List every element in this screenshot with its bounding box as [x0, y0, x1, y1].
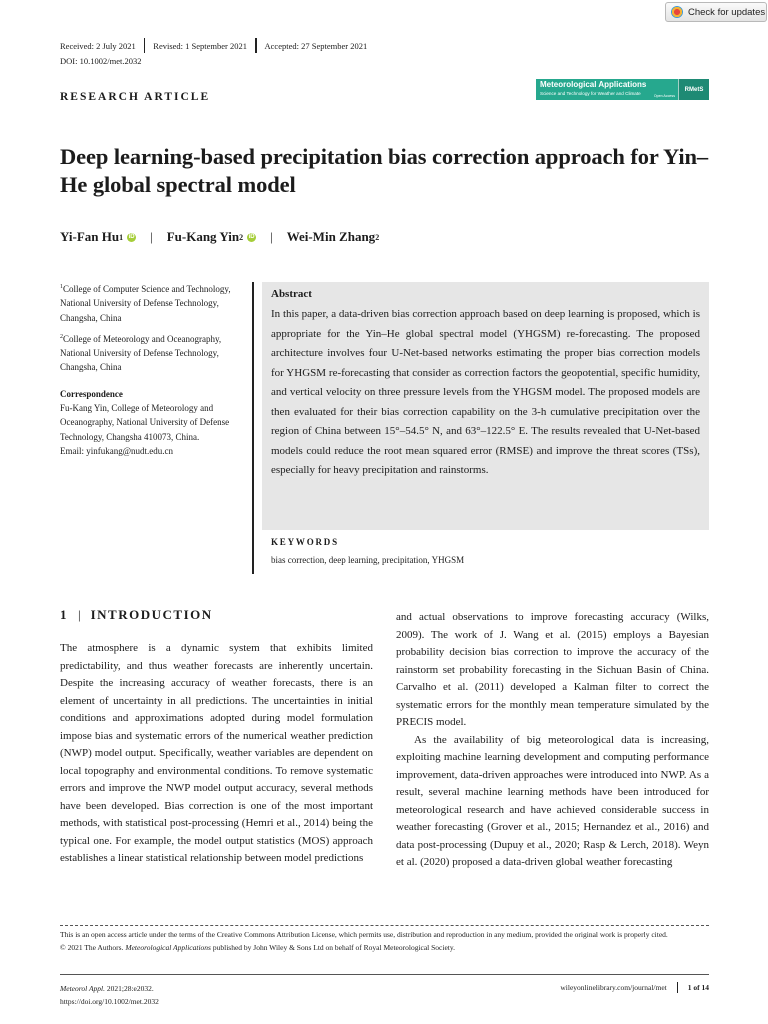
body-column-left [60, 640, 373, 868]
divider [144, 38, 146, 53]
author-list [60, 229, 379, 245]
author-separator: | [270, 229, 273, 244]
section-heading [60, 607, 213, 623]
journal-site-link[interactable]: wileyonlinelibrary.com/journal/met [560, 983, 667, 992]
affiliation-text: College of Computer Science and Technology, National University of Defense Technology, Changsha, China [60, 284, 231, 323]
section-number: 1 [60, 607, 68, 622]
doi-link[interactable]: https://doi.org/10.1002/met.2032 [60, 997, 159, 1006]
affiliation [60, 280, 245, 325]
license-notice [60, 929, 709, 954]
author-separator: | [150, 229, 153, 244]
affiliation-number: 2 [60, 333, 63, 340]
body-column-right [396, 609, 709, 872]
footnote-divider [60, 925, 709, 926]
divider [255, 38, 257, 53]
footer-right [470, 982, 709, 993]
abstract-rule [252, 282, 254, 574]
license-text: This is an open access article under the terms of the Creative Commons Attribution License, which permits use, distribution and reproduction in any medium, provided the original work is properly cited. [60, 930, 668, 939]
correspondence-text: Fu-Kang Yin, College of Meteorology and Oceanography, National University of Defense Technology, Changsha 410073, China. [60, 403, 230, 442]
affiliation-number: 1 [60, 284, 63, 290]
citation: 2021;28:e2032. [105, 984, 154, 993]
check-for-updates-button[interactable] [665, 2, 767, 22]
footer-rule [60, 974, 709, 975]
keywords-text: bias correction, deep learning, precipitation, YHGSM [271, 555, 465, 565]
orcid-icon[interactable]: iD [248, 233, 255, 240]
copyright-text: © 2021 The Authors. Meteorological Applications published by John Wiley & Sons Ltd on behalf of Royal Meteorological Society. [60, 942, 456, 952]
page-number: 1 of 14 [687, 983, 709, 992]
publication-dates [60, 38, 367, 53]
author-affiliation-number: 2 [239, 232, 244, 242]
article-type: RESEARCH ARTICLE [60, 91, 211, 103]
abstract-heading: Abstract [271, 288, 312, 300]
journal-logo-subtitle: Science and Technology for Weather and Climate [540, 91, 641, 96]
author-name[interactable]: Yi-Fan Hu [60, 229, 120, 244]
body-paragraph: The atmosphere is a dynamic system that exhibits limited predictability, and thus weather forecasts are inherently uncertain. Despite the increasing accuracy of weather forecasts, there is an element of uncertainty in all predictions. The uncertainties in initial conditions and approximations adopted during model formulation impose bias and systematic errors of the numerical weather prediction (NWP) model output. Specifically, weather variables are dependent on local topography and environmental conditions. To remove systematic errors and improve the NWP model output accuracy, several methods have been developed. Bias correction is one of the most important methods, with statistical post-processing (Hemri et al., 2014) being the typical one. For example, the model output statistics (MOS) approach establishes a linear statistical relationship between model predictions [60, 642, 373, 864]
check-for-updates-label: Check for updates [688, 6, 766, 18]
open-access-label: Open Access [653, 94, 675, 98]
crossmark-icon [671, 6, 683, 18]
author-name[interactable]: Fu-Kang Yin [166, 229, 240, 244]
body-paragraph: and actual observations to improve forecasting accuracy (Wilks, 2009). The work of J. Wang et al. (2015) employs a Bayesian probability decision bias correction to improve the accuracy of the rainstorm set probability forecasting in the Sichuan Basin of China. Carvalho et al. (2011) developed a Kalman filter to correct the systematic errors for the monthly mean temperature simulated by the PRECIS model. [396, 611, 709, 728]
affiliation-text: College of Meteorology and Oceanography, National University of Defense Technology, Changsha, China [60, 333, 222, 373]
section-divider: | [78, 607, 81, 622]
correspondence-email[interactable]: Email: yinfukang@nudt.edu.cn [60, 445, 174, 456]
journal-logo-title: Meteorological Applications [540, 80, 647, 89]
accepted-date: Accepted: 27 September 2021 [264, 40, 368, 51]
article-title: Deep learning-based precipitation bias correction approach for Yin–He global spectral model [60, 144, 709, 197]
divider [677, 982, 678, 993]
society-logo: RMetS [678, 79, 709, 100]
author-affiliation-number: 2 [375, 232, 380, 242]
received-date: Received: 2 July 2021 [60, 40, 136, 51]
revised-date: Revised: 1 September 2021 [153, 40, 248, 51]
orcid-icon[interactable]: iD [128, 233, 135, 240]
author-affiliation-number: 1 [119, 232, 124, 242]
keywords-heading: KEYWORDS [271, 537, 339, 547]
body-paragraph: As the availability of big meteorological data is increasing, exploiting machine learning development and computing performance improvement, data-driven approaches were introduced into NWP. As a result, several machine learning methods have been introduced for meteorological research and have achieved considerable success in weather forecasting (Grover et al., 2015; Hernandez et al., 2016) and data post-processing (Dupuy et al., 2020; Rasp & Lerch, 2018). Weyn et al. (2020) proposed a data-driven global weather forecasting [396, 733, 709, 868]
affiliations [60, 280, 245, 458]
affiliation [60, 330, 245, 375]
journal-abbrev: Meteorol Appl. [60, 984, 105, 993]
footer-citation [60, 982, 159, 1008]
author-name[interactable]: Wei-Min Zhang [286, 229, 376, 244]
section-title: INTRODUCTION [90, 607, 213, 622]
abstract-text: In this paper, a data-driven bias correction approach based on deep learning is proposed, which is appropriate for the Yin–He global spectral model (YHGSM) re-forecasting. The proposed architecture involves four U-Net-based networks estimating the proper bias correction models for YHGSM re-forecasting that consider as correction factors the geopotential, specific humidity, and vertical velocity on three pressure levels from the YHGSM model. The proposed models are then evaluated for their bias correction capability on the 3-h cumulative precipitation over the region of China between 15°–54.5° N, and 63°–122.5° E. The results revealed that U-Net-based models could reduce the root mean squared error (RMSE) and improve the threat scores (TSs), especially for heavy precipitation and rainstorms. [271, 308, 700, 476]
correspondence-heading: Correspondence [60, 388, 123, 399]
journal-logo[interactable] [536, 79, 709, 100]
doi[interactable]: DOI: 10.1002/met.2032 [60, 56, 142, 66]
